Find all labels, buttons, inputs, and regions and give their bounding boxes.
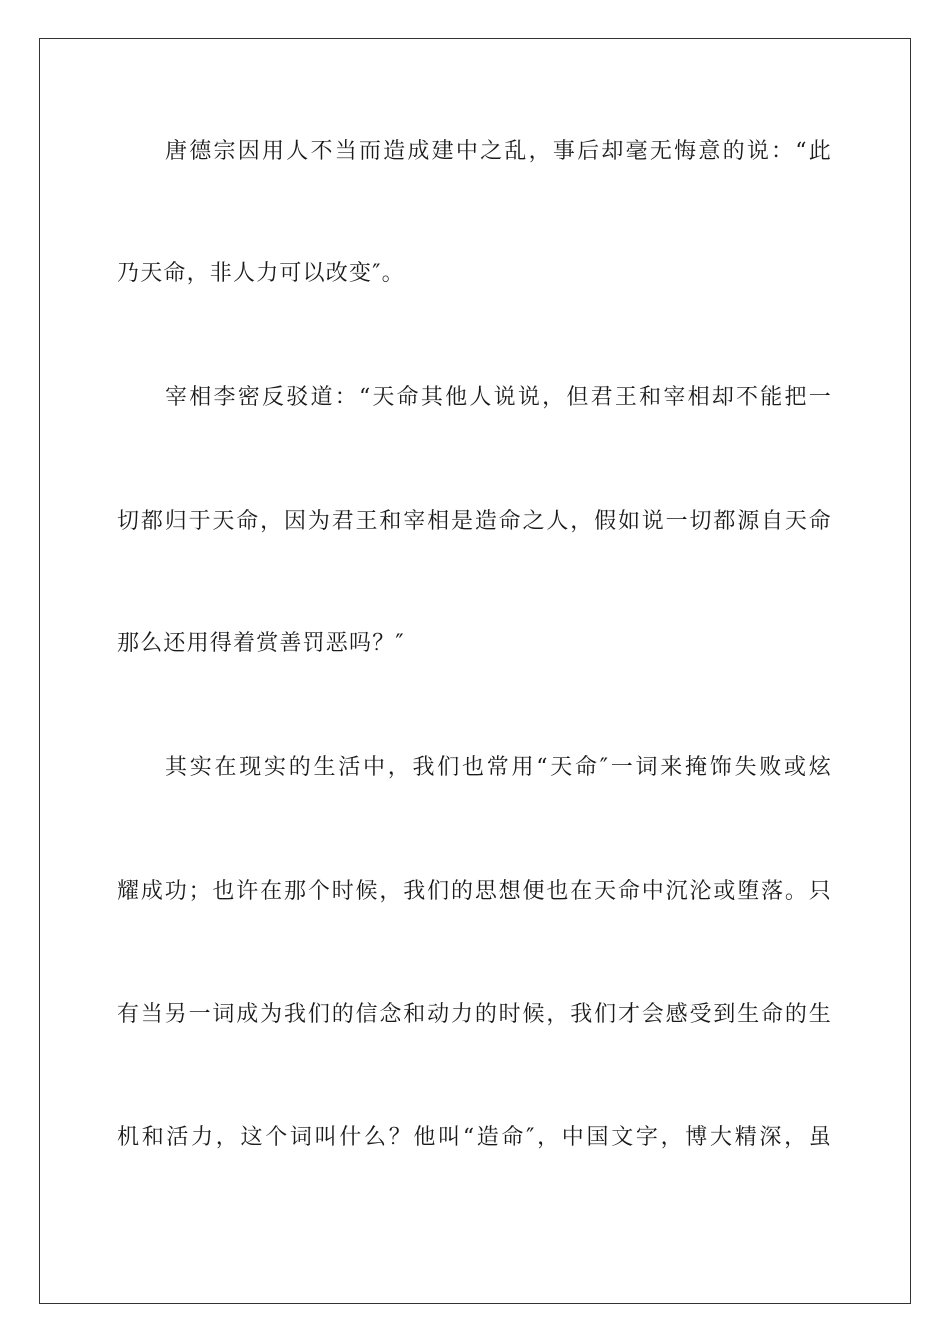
paragraph-2-line-1: 宰相李密反驳道：“天命其他人说说，但君王和宰相却不能把一 [165, 385, 832, 410]
paragraph-3-line-2: 耀成功；也许在那个时候，我们的思想便也在天命中沉沦或堕落。只 [117, 879, 832, 904]
paragraph-2-line-3: 那么还用得着赏善罚恶吗？″ [117, 631, 405, 656]
page-frame [39, 38, 911, 1304]
paragraph-3-line-3: 有当另一词成为我们的信念和动力的时候，我们才会感受到生命的生 [117, 1002, 832, 1027]
paragraph-3-line-1: 其实在现实的生活中，我们也常用“天命″一词来掩饰失败或炫 [165, 755, 832, 780]
paragraph-1-line-1: 唐德宗因用人不当而造成建中之乱，事后却毫无悔意的说：“此 [165, 139, 832, 164]
paragraph-3-line-4: 机和活力，这个词叫什么？他叫“造命″，中国文字，博大精深，虽 [117, 1125, 832, 1150]
paragraph-1-line-2: 乃天命，非人力可以改变″。 [117, 261, 405, 286]
paragraph-2-line-2: 切都归于天命，因为君王和宰相是造命之人，假如说一切都源自天命 [117, 509, 832, 534]
